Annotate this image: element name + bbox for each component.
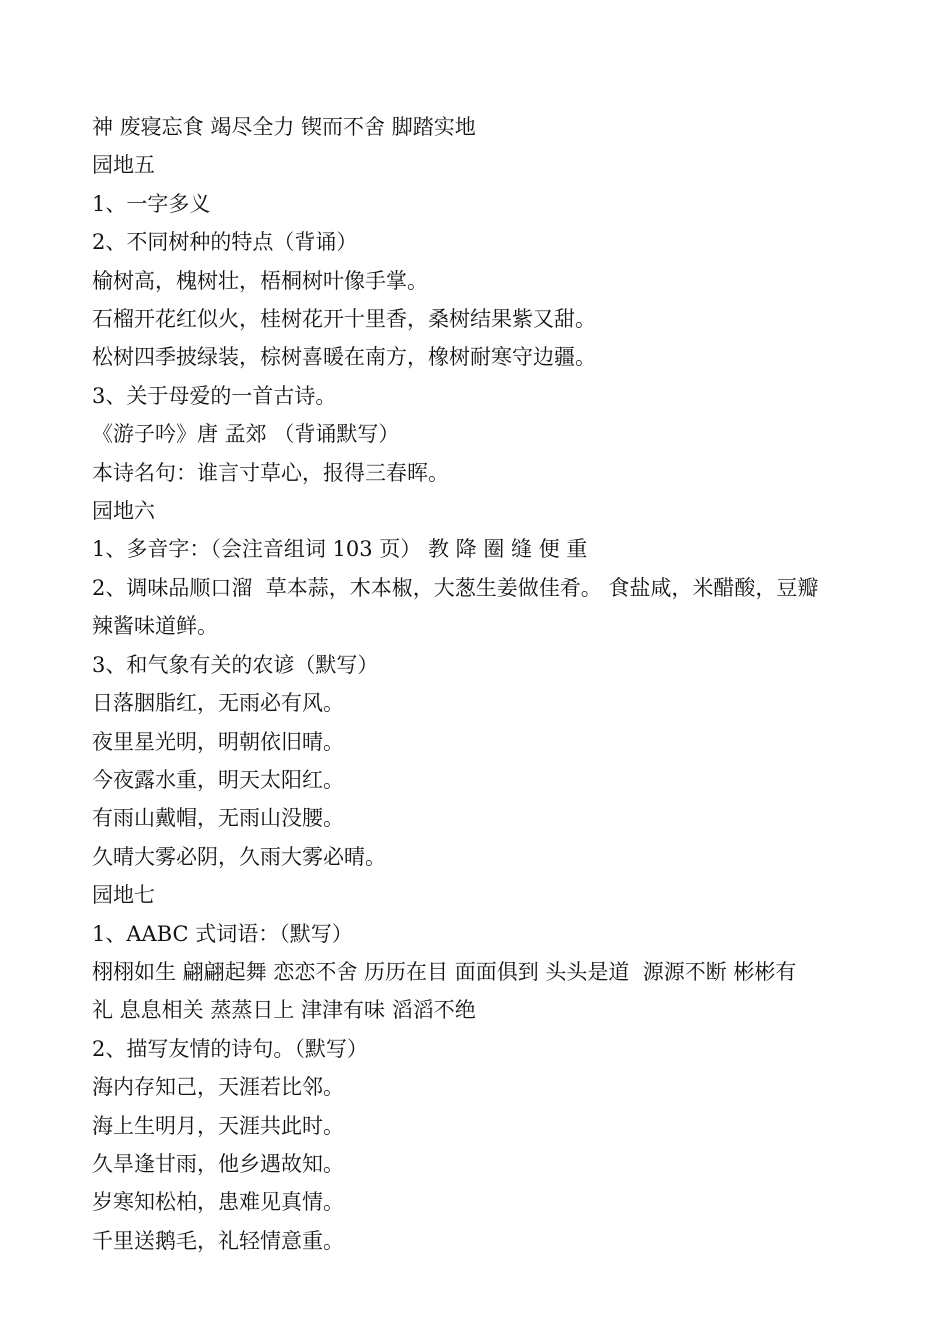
section-heading: 园地五 [92,153,155,178]
text-line: 2、描写友情的诗句。（默写） [92,1036,368,1061]
text-line: 松树四季披绿装，棕树喜暖在南方，橡树耐寒守边疆。 [92,345,596,370]
text-line: 1、一字多义 [92,191,211,216]
text-line: 久晴大雾必阴，久雨大雾必晴。 [92,844,386,869]
document-page [92,108,867,1260]
text-line: 千里送鹅毛，礼轻情意重。 [92,1228,344,1253]
text-line: 3、关于母爱的一首古诗。 [92,383,337,408]
section-heading: 园地六 [92,499,155,524]
text-line: 岁寒知松柏，患难见真情。 [92,1190,344,1215]
text-line: 1、多音字：（会注音组词 103 页） 教 降 圈 缝 便 重 [92,537,588,562]
text-line: 海上生明月，天涯共此时。 [92,1113,344,1138]
text-line: 海内存知己，天涯若比邻。 [92,1075,344,1100]
text-line: 1、AABC 式词语：（默写） [92,921,353,946]
text-line: 神 废寝忘食 竭尽全力 锲而不舍 脚踏实地 [92,115,476,139]
text-line: 2、调味品顺口溜 草本蒜，木本椒，大葱生姜做佳肴。 食盐咸，米醋酸，豆瓣 [92,575,819,600]
text-line: 辣酱味道鲜。 [92,614,218,639]
text-line: 日落胭脂红，无雨必有风。 [92,691,344,716]
text-line: 有雨山戴帽，无雨山没腰。 [92,806,344,831]
text-line: 3、和气象有关的农谚（默写） [92,652,379,677]
text-line: 本诗名句：谁言寸草心，报得三春晖。 [92,460,449,485]
section-heading: 园地七 [92,883,155,908]
text-line: 《游子吟》唐 孟郊 （背诵默写） [92,422,400,447]
text-line: 栩栩如生 翩翩起舞 恋恋不舍 历历在目 面面俱到 头头是道 源源不断 彬彬有 [92,959,797,984]
text-line: 榆树高，槐树壮，梧桐树叶像手掌。 [92,268,428,293]
text-line: 石榴开花红似火，桂树花开十里香，桑树结果紫又甜。 [92,307,596,332]
text-line: 久旱逢甘雨，他乡遇故知。 [92,1151,344,1176]
text-line: 礼 息息相关 蒸蒸日上 津津有味 滔滔不绝 [92,998,476,1023]
text-line: 夜里星光明，明朝依旧晴。 [92,729,344,754]
text-line: 2、不同树种的特点（背诵） [92,230,358,255]
text-line: 今夜露水重，明天太阳红。 [92,767,344,792]
